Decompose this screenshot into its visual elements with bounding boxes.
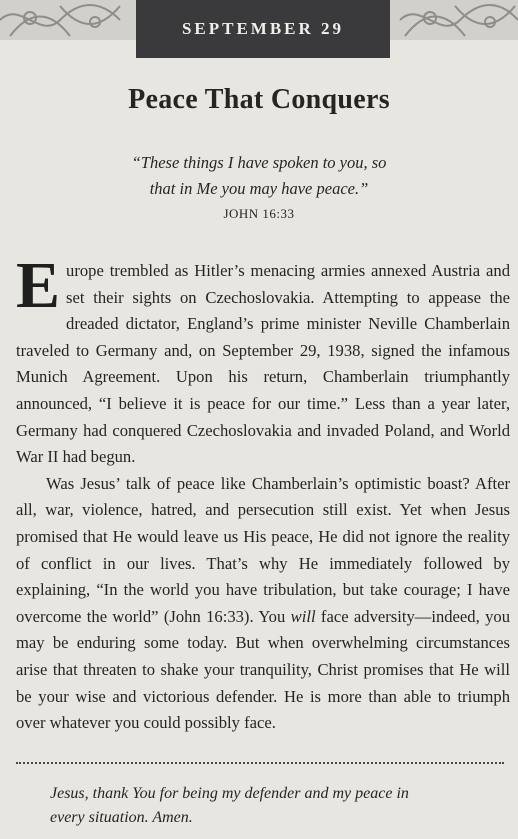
scripture-line-1: “These things I have spoken to you, so — [131, 153, 387, 172]
drop-cap: E — [16, 249, 61, 322]
scripture-reference: JOHN 16:33 — [223, 206, 295, 221]
date-header — [136, 0, 390, 58]
paragraph-2 — [16, 471, 510, 737]
paragraph-2-text-b: face adversity—indeed, you may be enduring some today. But when overwhelming circumstances arise that threaten to shake your tranquility, Christ promises that He will be your wise and victorious defender. He is more than able to triumph over whatever you could possibly face. — [16, 606, 510, 733]
prayer-line-2: every situation. Amen. — [50, 809, 193, 826]
prayer-line-1: Jesus, thank You for being my defender and my peace in — [50, 785, 409, 802]
scripture-quote — [0, 150, 518, 202]
dotted-divider — [16, 762, 504, 764]
page-title: Peace That Conquers — [128, 84, 390, 115]
paragraph-1 — [16, 249, 510, 471]
paragraph-2-text-a: Was Jesus’ talk of peace like Chamberlain’s optimistic boast? After all, war, violence, hatred, and persecution still exist. Yet when Jesus promised that He would leave us His peace, He did not ignore the reality of conflict in our lives. That’s why He immediately followed by explaining, “In the world you have tribulation, but take courage; I have overcome the world” (John 16:33). You — [16, 473, 510, 626]
scripture-line-2: that in Me you may have peace.” — [149, 179, 369, 198]
closing-prayer — [50, 782, 470, 830]
devotional-body — [16, 249, 510, 737]
paragraph-2-emphasis: will — [290, 606, 316, 626]
date-label: SEPTEMBER 29 — [181, 19, 345, 38]
paragraph-1-text: urope trembled as Hitler’s menacing armies annexed Austria and set their sights on Czechoslovakia. Attempting to appease the dreaded dictator, England’s prime minister Neville Chamberlain traveled to Germany and, on September 29, 1938, signed the infamous Munich Agreement. Upon his return, Chamberlain triumphantly announced, “I believe it is peace for our time.” Less than a year later, Germany had conquered Czechoslovakia and invaded Poland, and World War II had begun. — [16, 261, 510, 467]
